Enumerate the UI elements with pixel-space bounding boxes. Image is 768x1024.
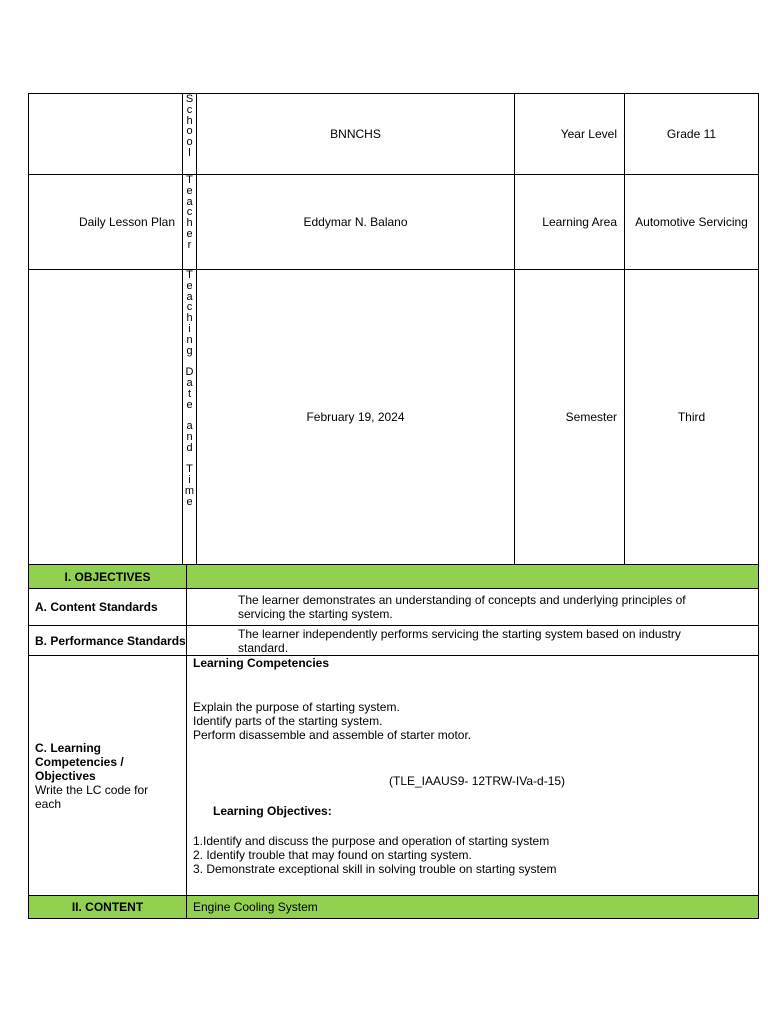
content-standards-label: A. Content Standards [29, 589, 187, 626]
learning-competencies-row [29, 656, 759, 896]
content-row [29, 896, 759, 919]
learning-area-value: Automotive Servicing [625, 175, 759, 270]
content-section-title: II. CONTENT [29, 896, 187, 919]
lc-label-cell [29, 656, 187, 896]
dlp-blank-cell [29, 270, 183, 565]
competency-item: Explain the purpose of starting system. [193, 700, 400, 714]
school-value: BNNCHS [197, 94, 515, 175]
teaching-date-label [183, 270, 197, 565]
lc-heading: Learning Competencies [193, 656, 330, 670]
daily-lesson-plan-label: Daily Lesson Plan [29, 175, 183, 270]
lo-heading: Learning Objectives: [213, 804, 332, 818]
objective-item: 3. Demonstrate exceptional skill in solving trouble on starting system [193, 862, 557, 876]
objectives-table [28, 564, 759, 919]
lc-sublabel: Write the LC code for each [35, 782, 149, 811]
school-label: S c h o o l [183, 94, 197, 175]
performance-standards-label: B. Performance Standards [29, 626, 187, 656]
dlp-blank-cell [29, 94, 183, 175]
lc-code: (TLE_IAAUS9- 12TRW-IVa-d-15) [389, 774, 566, 788]
semester-label: Semester [515, 270, 625, 565]
objective-item: 1.Identify and discuss the purpose and operation of starting system [193, 834, 550, 848]
teaching-date-value: February 19, 2024 [197, 270, 515, 565]
objectives-list [193, 834, 557, 876]
year-level-label: Year Level [515, 94, 625, 175]
content-value: Engine Cooling System [187, 896, 759, 919]
year-level-value: Grade 11 [625, 94, 759, 175]
teacher-value: Eddymar N. Balano [197, 175, 515, 270]
lc-content-cell [187, 656, 759, 896]
lc-label: C. Learning Competencies / Objectives [35, 740, 124, 783]
teacher-label: T e a c h e r [183, 175, 197, 270]
content-standards-text: The learner demonstrates an understanding of concepts and underlying principles of servicing the starting system. [187, 589, 759, 626]
teaching-date-label-text: T e a c h i n g D a t e a n d T i m e [184, 269, 195, 508]
school-row [29, 94, 759, 175]
teaching-date-row [29, 270, 759, 565]
teacher-row [29, 175, 759, 270]
competencies-list [193, 700, 471, 742]
objectives-header-blank [187, 565, 759, 589]
performance-standards-row [29, 626, 759, 656]
learning-area-label: Learning Area [515, 175, 625, 270]
competency-item: Perform disassemble and assemble of starter motor. [193, 728, 472, 742]
header-table [28, 93, 759, 565]
objectives-header-row [29, 565, 759, 589]
objectives-section-title: I. OBJECTIVES [29, 565, 187, 589]
content-standards-row [29, 589, 759, 626]
competency-item: Identify parts of the starting system. [193, 714, 383, 728]
performance-standards-text: The learner independently performs servicing the starting system based on industry standard. [187, 626, 759, 656]
objective-item: 2. Identify trouble that may found on starting system. [193, 848, 472, 862]
semester-value: Third [625, 270, 759, 565]
